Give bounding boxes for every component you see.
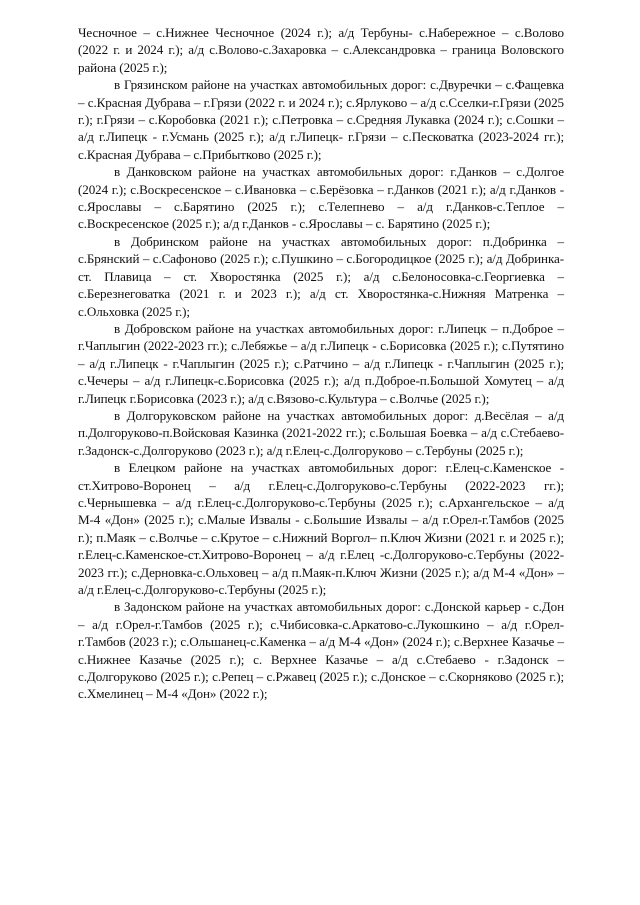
paragraph-gryazinsky: в Грязинском районе на участках автомобильных дорог: с.Двуречки – с.Фащевка – с.Красная Дубрава – г.Грязи (2022 г. и 2024 г.); с.Ярлуково – а/д с.Сселки-г.Грязи (2025 г.); г.Грязи – с.Коробовка (2021 г.); с.Петровка – с.Средняя Лукавка (2024 г.); с.Сошки – а/д г.Липецк - г.Усмань (2025 г.); а/д г.Липецк- г.Грязи – с.Песковатка (2023-2024 гг.); с.Красная Дубрава – с.Прибытково (2025 г.); (78, 77, 564, 162)
paragraph-volovo-continuation: Чесночное – с.Нижнее Чесночное (2024 г.); а/д Тербуны- с.Набережное – с.Волово (2022 г. и 2024 г.); а/д с.Волово-с.Захаровка – с.Александровка – граница Воловского района (2025 г.); (78, 25, 564, 75)
paragraph-dobrinsky: в Добринском районе на участках автомобильных дорог: п.Добринка – с.Брянский – с.Сафоново (2025 г.); с.Пушкино – с.Богородицкое (2025 г.); а/д Добринка-ст. Плавица – ст. Хворостянка (2025 г.); а/д с.Белоносовка-с.Георгиевка – с.Березнеговатка (2021 г. и 2023 г.); а/д ст. Хворостянка-с.Нижняя Матренка – с.Ольховка (2025 г.); (78, 233, 564, 319)
paragraph-dolgorukovsky: в Долгоруковском районе на участках автомобильных дорог: д.Весёлая – а/д п.Долгоруково-п.Войсковая Казинка (2021-2022 гг.); с.Большая Боевка – а/д с.Стебаево-г.Задонск-с.Долгоруково (2023 г.); а/д г.Елец-с.Долгоруково – с.Тербуны (2025 г.); (78, 407, 564, 458)
paragraph-zadonsky: в Задонском районе на участках автомобильных дорог: с.Донской карьер - с.Дон – а/д г.Орел-г.Тамбов (2025 г.); с.Чибисовка-с.Аркатово-с.Лукошкино – а/д г.Орел-г.Тамбов (2023 г.); с.Ольшанец-с.Каменка – а/д М-4 «Дон» (2024 г.); с.Верхнее Казачье – с.Нижнее Казачье (2025 г.); с. Верхнее Казачье – а/д с.Стебаево - г.Задонск – с.Долгоруково (2025 г.); с.Репец – с.Ржавец (2025 г.); с.Донское – с.Скорняково (2025 г.); с.Хмелинец – М-4 «Дон» (2022 г.); (78, 599, 564, 702)
paragraph-dankovsky: в Данковском районе на участках автомобильных дорог: г.Данков – с.Долгое (2024 г.); с.Воскресенское – с.Ивановка – с.Берёзовка – г.Данков (2021 г.); а/д г.Данков - с.Ярославы – с.Барятино (2025 г.); с.Телепнево – а/д г.Данков-с.Теплое – с.Воскресенское (2025 г.); а/д г.Данков - с.Ярославы – с. Барятино (2025 г.); (78, 164, 564, 232)
paragraph-dobrovsky: в Добровском районе на участках автомобильных дорог: г.Липецк – п.Доброе – г.Чаплыгин (2022-2023 гг.); с.Лебяжье – а/д г.Липецк - с.Борисовка (2025 г.); с.Путятино – а/д г.Липецк - г.Чаплыгин (2025 г.); с.Ратчино – а/д г.Липецк - г.Чаплыгин (2025 г.); с.Чечеры – а/д г.Липецк-с.Борисовка (2025 г.); а/д п.Доброе-п.Большой Хомутец – а/д г.Липецк г.Борисовка (2023 г.); а/д с.Вязово-с.Культура – с.Волчье (2025 г.); (78, 320, 564, 406)
paragraph-eletsky: в Елецком районе на участках автомобильных дорог: г.Елец-с.Каменское - ст.Хитрово-Воронец – а/д г.Елец-с.Долгоруково-с.Тербуны (2022-2023 гг.); с.Чернышевка – а/д г.Елец-с.Долгоруково-с.Тербуны (2025 г.); с.Архангельское – а/д М-4 «Дон» (2025 г.); с.Малые Извалы - с.Большие Извалы – а/д г.Орел-г.Тамбов (2025 г.); п.Маяк – с.Волчье – с.Крутое – с.Нижний Воргол– п.Ключ Жизни (2021 г. и 2025 г.); г.Елец-с.Каменское-ст.Хитрово-Воронец – а/д г.Елец -с.Долгоруково-с.Тербуны (2022-2023 гг.); с.Дерновка-с.Ольховец – а/д п.Маяк-п.Ключ Жизни (2025 г.); а/д М-4 «Дон» – а/д г.Елец-с.Долгоруково-с.Тербуны (2025 г.); (78, 460, 564, 597)
document-page (78, 24, 564, 703)
